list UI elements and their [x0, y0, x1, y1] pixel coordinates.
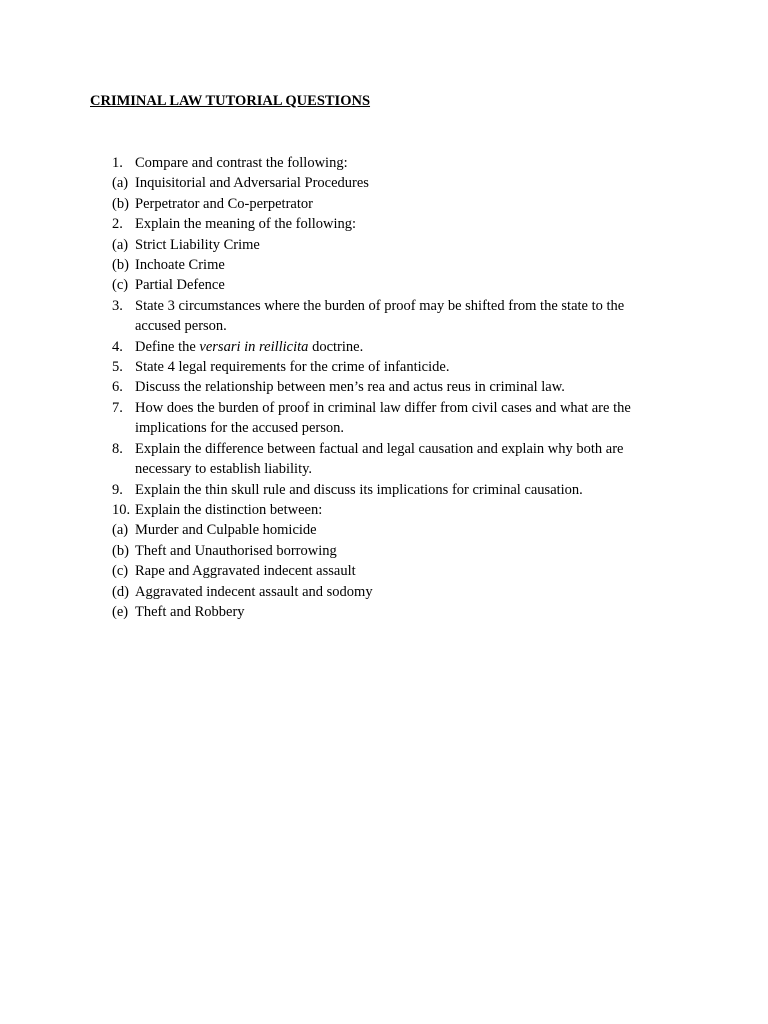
list-text: Compare and contrast the following: [135, 155, 348, 171]
list-item [112, 357, 672, 377]
list-item [112, 275, 672, 295]
list-text-after: doctrine. [308, 338, 364, 355]
list-marker: (a) [112, 236, 129, 253]
list-marker: 9. [112, 481, 123, 498]
list-marker: (d) [112, 583, 129, 600]
list-item [112, 480, 672, 500]
list-item [112, 541, 672, 561]
list-item [112, 214, 672, 234]
list-item [112, 398, 672, 439]
list-text: Inquisitorial and Adversarial Procedures [135, 175, 369, 192]
list-item [112, 520, 672, 540]
list-marker: 10. [112, 501, 131, 518]
list-text-before: Define the [135, 338, 200, 355]
list-item [112, 194, 672, 214]
document-title: CRIMINAL LAW TUTORIAL QUESTIONS [90, 93, 371, 109]
list-marker: (a) [112, 522, 129, 539]
list-text: Partial Defence [135, 277, 225, 294]
list-item [112, 153, 672, 173]
list-text: Theft and Robbery [135, 603, 245, 620]
list-text: Explain the meaning of the following: [135, 216, 357, 233]
list-marker: 6. [112, 379, 123, 396]
list-marker: (b) [112, 195, 129, 212]
list-item [112, 173, 672, 193]
list-item [112, 235, 672, 255]
list-text: Theft and Unauthorised borrowing [135, 542, 337, 559]
list-item [112, 582, 672, 602]
list-marker: 3. [112, 297, 123, 314]
list-item [112, 296, 672, 337]
list-text: Perpetrator and Co-perpetrator [135, 195, 313, 212]
list-text: Inchoate Crime [135, 257, 225, 274]
list-item [112, 602, 672, 622]
list-text: Aggravated indecent assault and sodomy [135, 583, 373, 600]
list-text: Explain the distinction between: [135, 501, 323, 518]
list-text: Strict Liability Crime [135, 236, 260, 253]
list-item [112, 255, 672, 275]
list-text: Discuss the relationship between men’s rea and actus reus in criminal law. [135, 379, 565, 396]
list-item [112, 439, 672, 480]
list-text: How does the burden of proof in criminal law differ from civil cases and what are the implications for the accused person. [135, 399, 631, 437]
list-item [112, 337, 672, 357]
list-marker: (c) [112, 563, 129, 580]
list-marker: (c) [112, 277, 129, 294]
list-text: State 4 legal requirements for the crime of infanticide. [135, 359, 450, 376]
list-text: Explain the thin skull rule and discuss its implications for criminal causation. [135, 481, 583, 498]
list-text [135, 337, 672, 357]
list-marker: 7. [112, 399, 123, 416]
list-marker: (e) [112, 603, 129, 620]
list-marker: 8. [112, 440, 123, 457]
list-text: Murder and Culpable homicide [135, 522, 317, 539]
list-text: State 3 circumstances where the burden of proof may be shifted from the state to the accused person. [135, 297, 625, 335]
list-marker: (a) [112, 175, 129, 192]
list-item [112, 500, 672, 520]
question-list [112, 153, 672, 622]
list-marker: (b) [112, 542, 129, 559]
list-marker: 1. [112, 155, 123, 171]
list-text-italic: versari in reillicita [199, 338, 309, 355]
list-marker: (b) [112, 257, 129, 274]
list-text: Explain the difference between factual and legal causation and explain why both are necessary to establish liability. [135, 440, 624, 478]
list-item [112, 377, 672, 397]
list-marker: 2. [112, 216, 123, 233]
list-item [112, 561, 672, 581]
list-marker: 5. [112, 359, 123, 376]
list-text: Rape and Aggravated indecent assault [135, 563, 356, 580]
list-marker: 4. [112, 338, 123, 355]
